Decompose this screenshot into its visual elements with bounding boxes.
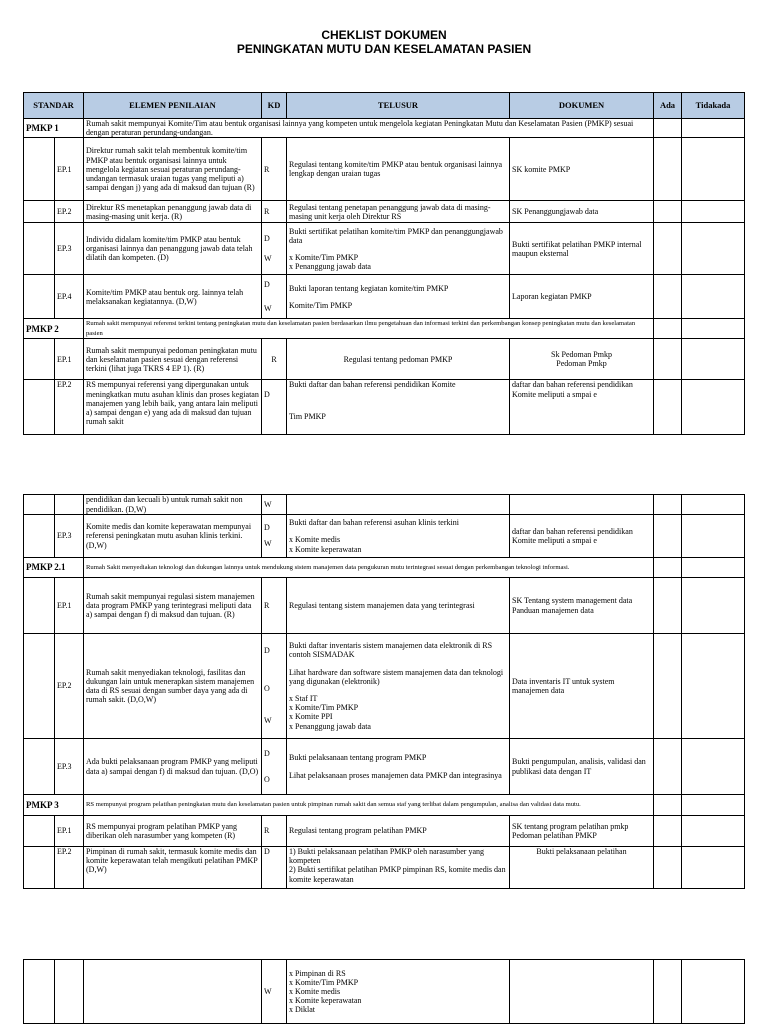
telusur-text — [287, 380, 510, 435]
dokumen-text: Data inventaris IT untuk system manajemen data — [510, 634, 654, 739]
kd-code-w: W — [264, 539, 272, 548]
standard-spacer — [24, 578, 55, 634]
dokumen-line: Sk Pedoman Pmkp — [551, 350, 612, 360]
telusur-line: Bukti daftar dan bahan referensi asuhan klinis terkini — [289, 518, 459, 528]
kd-code-o: O — [264, 684, 270, 693]
telusur-text: Regulasi tentang komite/tim PMKP atau bentuk organisasi lainnya lengkap dengan uraian tugas — [287, 138, 510, 201]
dokumen-text: Bukti pelaksanaan pelatihan — [510, 847, 654, 889]
dokumen-text: Bukti pengumpulan, analisis, validasi dan publikasi data dengan IT — [510, 739, 654, 795]
standard-description: RS mempunyai program pelatihan peningkatan mutu dan keselamatan pasien untuk pimpinan rumah sakit dan semua staf yang terlibat dalam pengumpulan, analisa dan validasi data mutu. — [84, 795, 654, 816]
check-tidakada[interactable] — [682, 495, 745, 515]
elemen-text: Ada bukti pelaksanaan program PMKP yang meliputi data a) sampai dengan f) di maksud dan tujuan. (D,O) — [84, 739, 262, 795]
kd-code — [262, 515, 287, 558]
dokumen-text — [510, 495, 654, 515]
check-ada[interactable] — [654, 795, 682, 816]
ep-code — [55, 960, 84, 1024]
ep-row — [24, 275, 745, 319]
ep-code: EP.2 — [55, 380, 84, 435]
ep-code: EP.2 — [55, 201, 84, 223]
check-tidakada[interactable] — [682, 119, 745, 138]
telusur-line: x Komite/Tim PMKP — [289, 703, 359, 713]
kd-code: W — [262, 495, 287, 515]
check-tidakada[interactable] — [682, 201, 745, 223]
telusur-line: x Komite PPI — [289, 712, 333, 722]
telusur-line: Tim PMKP — [289, 411, 326, 421]
standard-row — [24, 119, 745, 138]
telusur-line: Bukti sertifikat pelatihan komite/tim PMKP dan penanggungjawab data — [289, 226, 503, 245]
elemen-text: Rumah sakit mempunyai regulasi sistem manajemen data program PMKP yang terintegrasi meliputi data a) sampai dengan f) di maksud dan tujuan. (R) — [84, 578, 262, 634]
telusur-text — [287, 275, 510, 319]
col-header-telusur: TELUSUR — [287, 93, 510, 119]
check-tidakada[interactable] — [682, 578, 745, 634]
kd-code-d: D — [264, 748, 270, 758]
elemen-text: Individu didalam komite/tim PMKP atau bentuk organisasi lainnya dan penanggung jawab data telah dilatih dan kompeten. (D) — [84, 223, 262, 275]
document-title: CHEKLIST DOKUMEN — [321, 28, 447, 42]
kd-code-d: D — [264, 279, 270, 289]
elemen-text: Direktur rumah sakit telah membentuk komite/tim PMKP atau bentuk organisasi lainnya untuk mengelola kegiatan sesuai peraturan perundang-undangan termasuk uraian tugas yang meliputi a) sampai dengan j) yang ada di maksud dan tujuan (R) — [84, 138, 262, 201]
standard-code: PMKP 1 — [24, 119, 84, 138]
check-ada[interactable] — [654, 275, 682, 319]
ep-row-continued — [24, 495, 745, 515]
col-header-kd: KD — [262, 93, 287, 119]
checklist-table-page-3 — [23, 959, 745, 1024]
elemen-text: RS mempunyai referensi yang dipergunakan untuk meningkatkan mutu asuhan klinis dan proses kegiatan manajemen yang lebih baik, yang antara lain meliputi a) sampai dengan e) yang ada di maksud dan tujuan rumah sakit — [84, 380, 262, 435]
dokumen-text: SK Penanggungjawab data — [510, 201, 654, 223]
elemen-text: Komite medis dan komite keperawatan mempunyai referensi peningkatan mutu asuhan klinis terkini. (D,W) — [84, 515, 262, 558]
standard-spacer — [24, 223, 55, 275]
standard-row — [24, 319, 745, 339]
elemen-text: Direktur RS menetapkan penanggung jawab data di masing-masing unit kerja. (R) — [84, 201, 262, 223]
telusur-line: 1) Bukti pelaksanaan pelatihan PMKP oleh narasumber yang kompeten — [289, 847, 484, 866]
check-tidakada[interactable] — [682, 380, 745, 435]
check-tidakada[interactable] — [682, 275, 745, 319]
dokumen-text: SK Tentang system management data Panduan manajemen data — [510, 578, 654, 634]
telusur-text — [287, 223, 510, 275]
checklist-table-page-2 — [23, 494, 745, 889]
standard-description: Rumah Sakit menyediakan teknologi dan dukungan lainnya untuk mendukung sistem manajemen data pengukuran mutu terintegrasi sesuai dengan perkembangan teknologi informasi. — [84, 558, 654, 578]
check-tidakada[interactable] — [682, 816, 745, 847]
standard-row — [24, 795, 745, 816]
standard-spacer — [24, 960, 55, 1024]
standard-code: PMKP 3 — [24, 795, 84, 816]
ep-row — [24, 223, 745, 275]
dokumen-text: Bukti sertifikat pelatihan PMKP internal maupun eksternal — [510, 223, 654, 275]
ep-code: EP.3 — [55, 223, 84, 275]
standard-spacer — [24, 495, 55, 515]
telusur-text — [287, 960, 510, 1024]
telusur-text — [287, 515, 510, 558]
check-tidakada[interactable] — [682, 558, 745, 578]
dokumen-text — [510, 960, 654, 1024]
telusur-text — [287, 495, 510, 515]
ep-code: EP.3 — [55, 739, 84, 795]
ep-row — [24, 816, 745, 847]
check-ada[interactable] — [654, 558, 682, 578]
check-ada[interactable] — [654, 739, 682, 795]
dokumen-text: SK komite PMKP — [510, 138, 654, 201]
kd-code-w: W — [264, 303, 272, 313]
ep-row — [24, 339, 745, 380]
check-ada[interactable] — [654, 201, 682, 223]
check-tidakada[interactable] — [682, 339, 745, 380]
kd-code-d: D — [264, 523, 270, 532]
ep-code: EP.1 — [55, 816, 84, 847]
kd-code: D — [262, 847, 287, 889]
document-subtitle: PENINGKATAN MUTU DAN KESELAMATAN PASIEN — [236, 42, 532, 56]
check-ada[interactable] — [654, 380, 682, 435]
telusur-line: Bukti daftar inventaris sistem manajemen data elektronik di RS contoh SISMADAK — [289, 641, 493, 660]
standard-code: PMKP 2.1 — [24, 558, 84, 578]
standard-spacer — [24, 634, 55, 739]
ep-row — [24, 739, 745, 795]
ep-code: EP.3 — [55, 515, 84, 558]
ep-code — [55, 495, 84, 515]
telusur-line: x Komite keperawatan — [289, 544, 362, 554]
check-ada[interactable] — [654, 634, 682, 739]
standard-spacer — [24, 339, 55, 380]
col-header-tidakada: Tidakada — [682, 93, 745, 119]
check-ada[interactable] — [654, 319, 682, 339]
telusur-line: 2) Bukti sertifikat pelatihan PMKP pimpinan RS, komite medis dan komite keperawatan — [289, 865, 506, 884]
telusur-line: x Komite/Tim PMKP — [289, 977, 359, 987]
col-header-dokumen: DOKUMEN — [510, 93, 654, 119]
kd-code-w: W — [264, 253, 272, 263]
col-header-standar: STANDAR — [24, 93, 84, 119]
standard-code: PMKP 2 — [24, 319, 84, 339]
elemen-text: Komite/tim PMKP atau bentuk org. lainnya telah melaksanakan kegiatannya. (D,W) — [84, 275, 262, 319]
telusur-line: Bukti pelaksanaan tentang program PMKP — [289, 753, 427, 763]
kd-code-d: D — [264, 233, 270, 243]
standard-spacer — [24, 847, 55, 889]
ep-code: EP.4 — [55, 275, 84, 319]
telusur-line: x Komite/Tim PMKP — [289, 252, 359, 262]
kd-code — [262, 223, 287, 275]
check-tidakada[interactable] — [682, 960, 745, 1024]
check-tidakada[interactable] — [682, 739, 745, 795]
elemen-text: RS mempunyai program pelatihan PMKP yang diberikan oleh narasumber yang kompeten (R) — [84, 816, 262, 847]
table-header-row — [24, 93, 745, 119]
ep-row-continued — [24, 960, 745, 1024]
kd-code: R — [262, 816, 287, 847]
telusur-text: Regulasi tentang penetapan penanggung jawab data di masing-masing unit kerja oleh Direktur RS — [287, 201, 510, 223]
elemen-text: Pimpinan di rumah sakit, termasuk komite medis dan komite keperawatan telah mengikuti pelatihan PMKP (D,W) — [84, 847, 262, 889]
telusur-line: x Komite medis — [289, 535, 341, 545]
standard-description: Rumah sakit mempunyai referensi terkini tentang peningkatan mutu dan keselamatan pasien berdasarkan ilmu pengetahuan dan informasi terkini dan perkembangan konsep peningkatan mutu dan keselamatan pasien — [84, 319, 654, 339]
standard-spacer — [24, 275, 55, 319]
check-tidakada[interactable] — [682, 634, 745, 739]
checklist-table-page-1 — [23, 92, 745, 435]
telusur-line: x Pimpinan di RS — [289, 968, 346, 978]
ep-code: EP.1 — [55, 138, 84, 201]
ep-row — [24, 201, 745, 223]
standard-spacer — [24, 380, 55, 435]
telusur-line: x Staf IT — [289, 694, 318, 703]
dokumen-text: Laporan kegiatan PMKP — [510, 275, 654, 319]
telusur-text — [287, 634, 510, 739]
check-tidakada[interactable] — [682, 515, 745, 558]
ep-row — [24, 138, 745, 201]
telusur-line: x Diklat — [289, 1005, 315, 1015]
dokumen-text: daftar dan bahan referensi pendidikan Komite meliputi a smpai e — [510, 380, 654, 435]
standard-spacer — [24, 201, 55, 223]
telusur-line: x Komite keperawatan — [289, 996, 362, 1006]
check-ada[interactable] — [654, 339, 682, 380]
telusur-text — [287, 739, 510, 795]
kd-code: R — [262, 138, 287, 201]
check-tidakada[interactable] — [682, 795, 745, 816]
standard-description: Rumah sakit mempunyai Komite/Tim atau bentuk organisasi lainnya yang kompeten untuk mengelola kegiatan Peningkatan Mutu dan Keselamatan Pasien (PMKP) sesuai dengan peraturan perundang-undangan. — [84, 119, 654, 138]
check-tidakada[interactable] — [682, 223, 745, 275]
standard-row — [24, 558, 745, 578]
dokumen-text — [510, 339, 654, 380]
kd-code-w: W — [264, 716, 272, 725]
elemen-text: Rumah sakit mempunyai pedoman peningkatan mutu dan keselamatan pasien sesuai dengan referensi terkini (lihat juga TKRS 4 EP 1). (R) — [84, 339, 262, 380]
check-ada[interactable] — [654, 495, 682, 515]
ep-code: EP.2 — [55, 634, 84, 739]
telusur-line: x Penanggung jawab data — [289, 262, 371, 272]
elemen-text: pendidikan dan kecuali b) untuk rumah sakit non pendidikan. (D,W) — [84, 495, 262, 515]
ep-row — [24, 380, 745, 435]
check-tidakada[interactable] — [682, 319, 745, 339]
kd-code: W — [262, 960, 287, 1024]
telusur-text: Regulasi tentang sistem manajemen data yang terintegrasi — [287, 578, 510, 634]
check-tidakada[interactable] — [682, 847, 745, 889]
elemen-text — [84, 960, 262, 1024]
kd-code — [262, 275, 287, 319]
telusur-line: Bukti laporan tentang kegiatan komite/tim PMKP — [289, 283, 449, 293]
dokumen-text: daftar dan bahan referensi pendidikan Komite meliputi a smpai e — [510, 515, 654, 558]
telusur-line: Komite/Tim PMKP — [289, 300, 353, 310]
kd-code: R — [262, 201, 287, 223]
dokumen-text: SK tentang program pelatihan pmkp Pedoman pelatihan PMKP — [510, 816, 654, 847]
check-ada[interactable] — [654, 515, 682, 558]
check-ada[interactable] — [654, 816, 682, 847]
telusur-line: x Penanggung jawab data — [289, 721, 371, 731]
check-ada[interactable] — [654, 578, 682, 634]
ep-row — [24, 634, 745, 739]
kd-code-o: O — [264, 774, 270, 784]
standard-spacer — [24, 816, 55, 847]
check-ada[interactable] — [654, 960, 682, 1024]
telusur-text: Regulasi tentang program pelatihan PMKP — [287, 816, 510, 847]
kd-code: R — [262, 578, 287, 634]
check-ada[interactable] — [654, 138, 682, 201]
col-header-elemen: ELEMEN PENILAIAN — [84, 93, 262, 119]
ep-code: EP.1 — [55, 578, 84, 634]
ep-code: EP.1 — [55, 339, 84, 380]
check-ada[interactable] — [654, 223, 682, 275]
kd-code: R — [262, 339, 287, 380]
ep-row — [24, 578, 745, 634]
ep-row — [24, 847, 745, 889]
telusur-text: Regulasi tentang pedoman PMKP — [287, 339, 510, 380]
kd-code — [262, 739, 287, 795]
check-tidakada[interactable] — [682, 138, 745, 201]
standard-spacer — [24, 739, 55, 795]
ep-code: EP.2 — [55, 847, 84, 889]
telusur-line: x Komite medis — [289, 986, 341, 996]
telusur-line: Lihat pelaksanaan proses manajemen data PMKP dan integrasinya — [289, 770, 502, 780]
kd-code-d: D — [264, 646, 270, 655]
telusur-line: Bukti daftar dan bahan referensi pendidikan Komite — [289, 380, 456, 390]
check-ada[interactable] — [654, 847, 682, 889]
kd-code: D — [262, 380, 287, 435]
check-ada[interactable] — [654, 119, 682, 138]
telusur-line: Lihat hardware dan software sistem manajemen data dan teknologi yang digunakan (elektronik) — [289, 667, 504, 686]
standard-spacer — [24, 515, 55, 558]
ep-row — [24, 515, 745, 558]
telusur-text — [287, 847, 510, 889]
dokumen-line: Pedoman Pmkp — [556, 359, 607, 369]
standard-spacer — [24, 138, 55, 201]
elemen-text: Rumah sakit menyediakan teknologi, fasilitas dan dukungan lain untuk menerapkan sistem manajemen data di RS sesuai dengan sumber daya yang ada di rumah sakit. (D,O,W) — [84, 634, 262, 739]
kd-code — [262, 634, 287, 739]
col-header-ada: Ada — [654, 93, 682, 119]
